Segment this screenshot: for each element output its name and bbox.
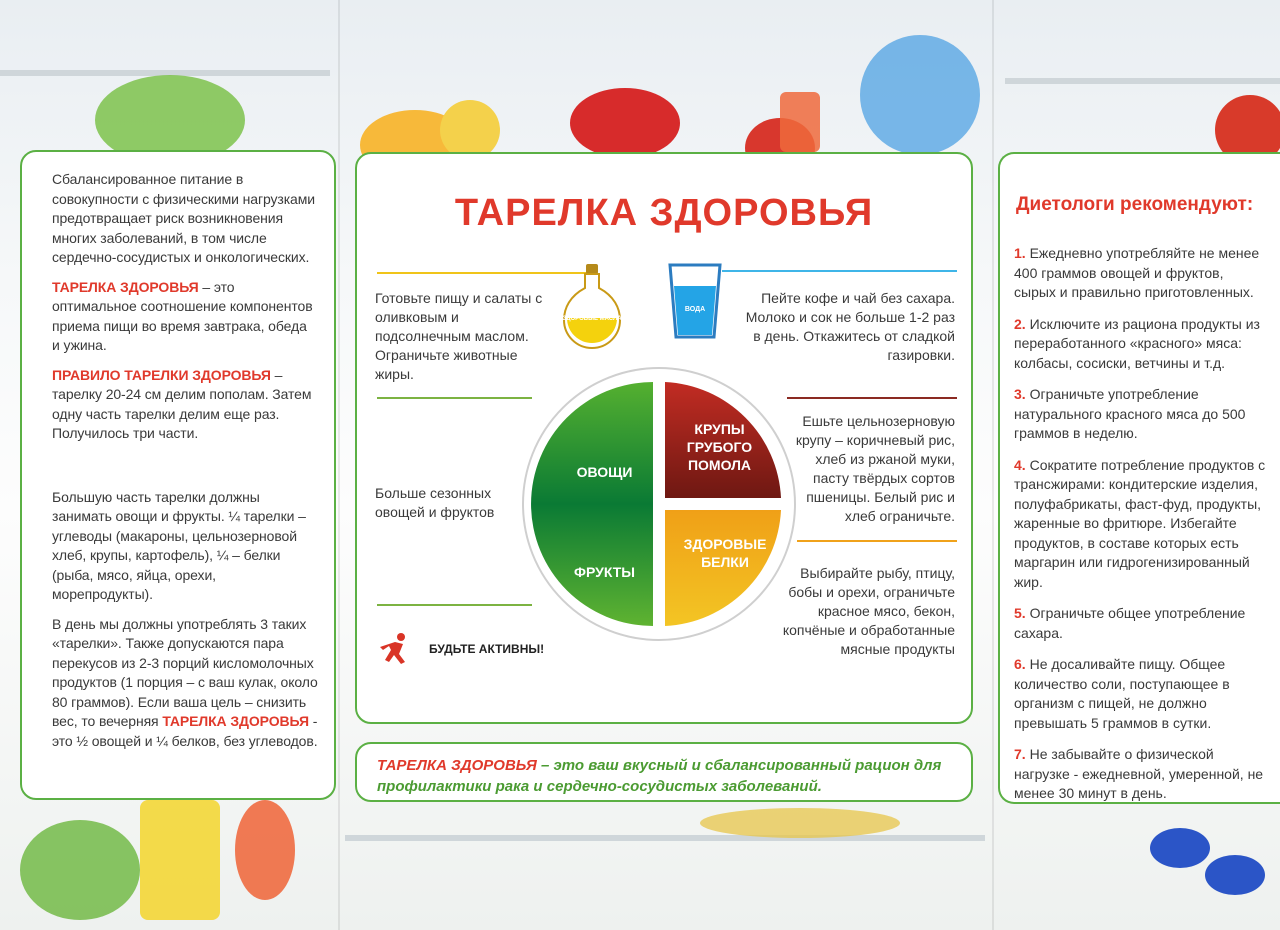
summary-banner — [355, 742, 973, 802]
rule-paragraph — [52, 366, 318, 444]
veg-advice: Больше сезонных овощей и фруктов — [375, 485, 495, 520]
plate-label-grain-line: ГРУБОГО — [686, 439, 753, 455]
oil-advice: Готовьте пищу и салаты с оливковым и подсолнечным маслом. Ограничьте животные жиры. — [375, 290, 543, 382]
plate-label-grain — [672, 420, 767, 474]
bottle-image — [140, 800, 220, 920]
list-item — [1014, 385, 1268, 444]
daily-end-text: - это ½ овощей и ¼ белков, без углеводов. — [52, 713, 318, 749]
item-number: 5. — [1014, 605, 1026, 621]
shelf — [345, 835, 985, 841]
water-bottles-image — [860, 35, 980, 155]
list-item — [1014, 456, 1268, 593]
divider-green — [377, 397, 532, 399]
banner-body: – это ваш вкусный и сбалансированный рацион для профилактики рака и сердечно-сосудистых заболеваний. — [377, 757, 942, 795]
item-text: Ежедневно употребляйте не менее 400 граммов овощей и фруктов, сырых и правильно приготовленных. — [1014, 245, 1260, 300]
item-text: Не забывайте о физической нагрузке - ежедневной, умеренной, не менее 30 минут в день. — [1014, 746, 1264, 801]
center-plate-card — [355, 152, 973, 724]
grain-advice: Ешьте цельнозерновую крупу – коричневый рис, хлеб из ржаной муки, пасту твёрдых сортов пшеницы. Белый рис и хлеб ограничьте. — [795, 413, 955, 524]
intro-paragraph: Сбалансированное питание в совокупности с физическими нагрузками предотвращает риск возникновения многих заболеваний, в том числе сердечно-сосудистых и онкологических. — [52, 171, 315, 265]
divider-green — [377, 604, 532, 606]
plate-label-protein-line: ЗДОРОВЫЕ — [683, 536, 767, 552]
item-number: 3. — [1014, 386, 1026, 402]
greens-image — [20, 820, 140, 920]
recommendations-list — [1014, 244, 1268, 804]
divider-yellow — [377, 272, 592, 274]
left-info-card — [20, 150, 336, 800]
divider-orange — [797, 540, 957, 542]
item-number: 7. — [1014, 746, 1026, 762]
oil-label: ЗДОРОВЫЕ МАСЛА — [562, 316, 622, 322]
term-highlight: ТАРЕЛКА ЗДОРОВЬЯ — [162, 713, 309, 729]
oil-bottle-icon — [562, 262, 622, 350]
lemon-image — [440, 100, 500, 160]
daily-text: В день мы должны употреблять 3 таких «тарелки». Также допускаются пара перекусов из 2-3 порций кисломолочных продуктов (1 порция – с ваш кулак, около 80 граммов). Если ваша цель – снизить вес, то вечерняя — [52, 615, 318, 729]
item-text: Ограничьте употребление натурального красного мяса до 500 граммов в неделю. — [1014, 386, 1246, 441]
vegetables-drawer-image — [700, 808, 900, 838]
list-item — [1014, 604, 1268, 643]
divider-blue — [722, 270, 957, 272]
item-number: 6. — [1014, 656, 1026, 672]
jar-lid-image — [1205, 855, 1265, 895]
plate-segment-veg-fruit — [531, 382, 653, 626]
healthy-plate — [519, 364, 799, 644]
item-number: 4. — [1014, 456, 1026, 473]
item-number: 1. — [1014, 245, 1026, 261]
be-active-label: БУДЬТЕ АКТИВНЫ! — [429, 642, 545, 656]
shelf — [1005, 78, 1280, 84]
drink-advice: Пейте кофе и чай без сахара. Молоко и сок не больше 1-2 раз в день. Откажитесь от сладкой газировки. — [745, 290, 955, 363]
proportions-paragraph: Большую часть тарелки должны занимать овощи и фрукты. ¼ тарелки – углеводы (макароны, цельнозерновой хлеб, крупы, картофель), ¼ – белки (рыба, мясо, яйца, орехи, морепродукты). — [52, 488, 306, 602]
protein-advice: Выбирайте рыбу, птицу, бобы и орехи, ограничьте красное мясо, бекон, копчёные и обработанные мясные продукты — [782, 565, 955, 657]
term-highlight: ПРАВИЛО ТАРЕЛКИ ЗДОРОВЬЯ — [52, 366, 271, 383]
item-text: Сократите потребление продуктов с трансжирами: кондитерские изделия, полуфабрикаты, фаст-фуд, продукты, жаренные во фритюре. Избегайте продуктов, в составе которых есть маргарин или гидрогенизированный жир. — [1014, 456, 1266, 590]
definition-text: – это оптимальное соотношение компонентов приема пищи во время завтрака, обеда и ужина. — [52, 278, 313, 353]
term-highlight: ТАРЕЛКА ЗДОРОВЬЯ — [52, 278, 199, 295]
fold-line-left — [338, 0, 340, 930]
right-recommendations-card — [998, 152, 1280, 804]
item-text: Ограничьте общее употребление сахара. — [1014, 605, 1246, 641]
list-item — [1014, 745, 1268, 804]
plate-label-protein — [675, 535, 775, 571]
item-number: 2. — [1014, 315, 1026, 332]
item-text: Не досаливайте пищу. Общее количество соли, поступающее в организм с пищей, не должно превышать 5 граммов в сутки. — [1014, 656, 1230, 731]
banner-text — [377, 755, 951, 797]
list-item — [1014, 244, 1268, 303]
definition-paragraph — [52, 278, 318, 356]
recommendations-heading: Диетологи рекомендуют: — [1016, 194, 1254, 215]
water-label: ВОДА — [684, 306, 706, 313]
plate-label-grain-line: КРУПЫ — [694, 421, 745, 437]
running-person-icon — [377, 632, 413, 666]
page-title: ТАРЕЛКА ЗДОРОВЬЯ — [454, 192, 874, 234]
item-text: Исключите из рациона продукты из переработанного «красного» мяса: колбасы, сосиски, ветчины и т.д. — [1014, 315, 1260, 371]
list-item — [1014, 655, 1268, 733]
pepper-image — [235, 800, 295, 900]
plate-label-veg: ОВОЩИ — [576, 464, 633, 480]
plate-label-grain-line: ПОМОЛА — [687, 457, 752, 473]
term-highlight: ТАРЕЛКА ЗДОРОВЬЯ — [377, 757, 537, 774]
juice-glass-image — [780, 92, 820, 152]
fold-line-right — [992, 0, 994, 930]
jar-lid-image — [1150, 828, 1210, 868]
rule-text: – тарелку 20-24 см делим пополам. Затем одну часть тарелки делим еще раз. Получилось три части. — [52, 366, 312, 441]
daily-paragraph — [52, 615, 318, 752]
plate-label-protein-line: БЕЛКИ — [701, 554, 749, 570]
divider-darkred — [787, 397, 957, 399]
water-glass-icon — [667, 262, 723, 340]
strawberries-image — [570, 88, 680, 158]
plate-label-fruit: ФРУКТЫ — [574, 564, 635, 580]
list-item — [1014, 315, 1268, 374]
